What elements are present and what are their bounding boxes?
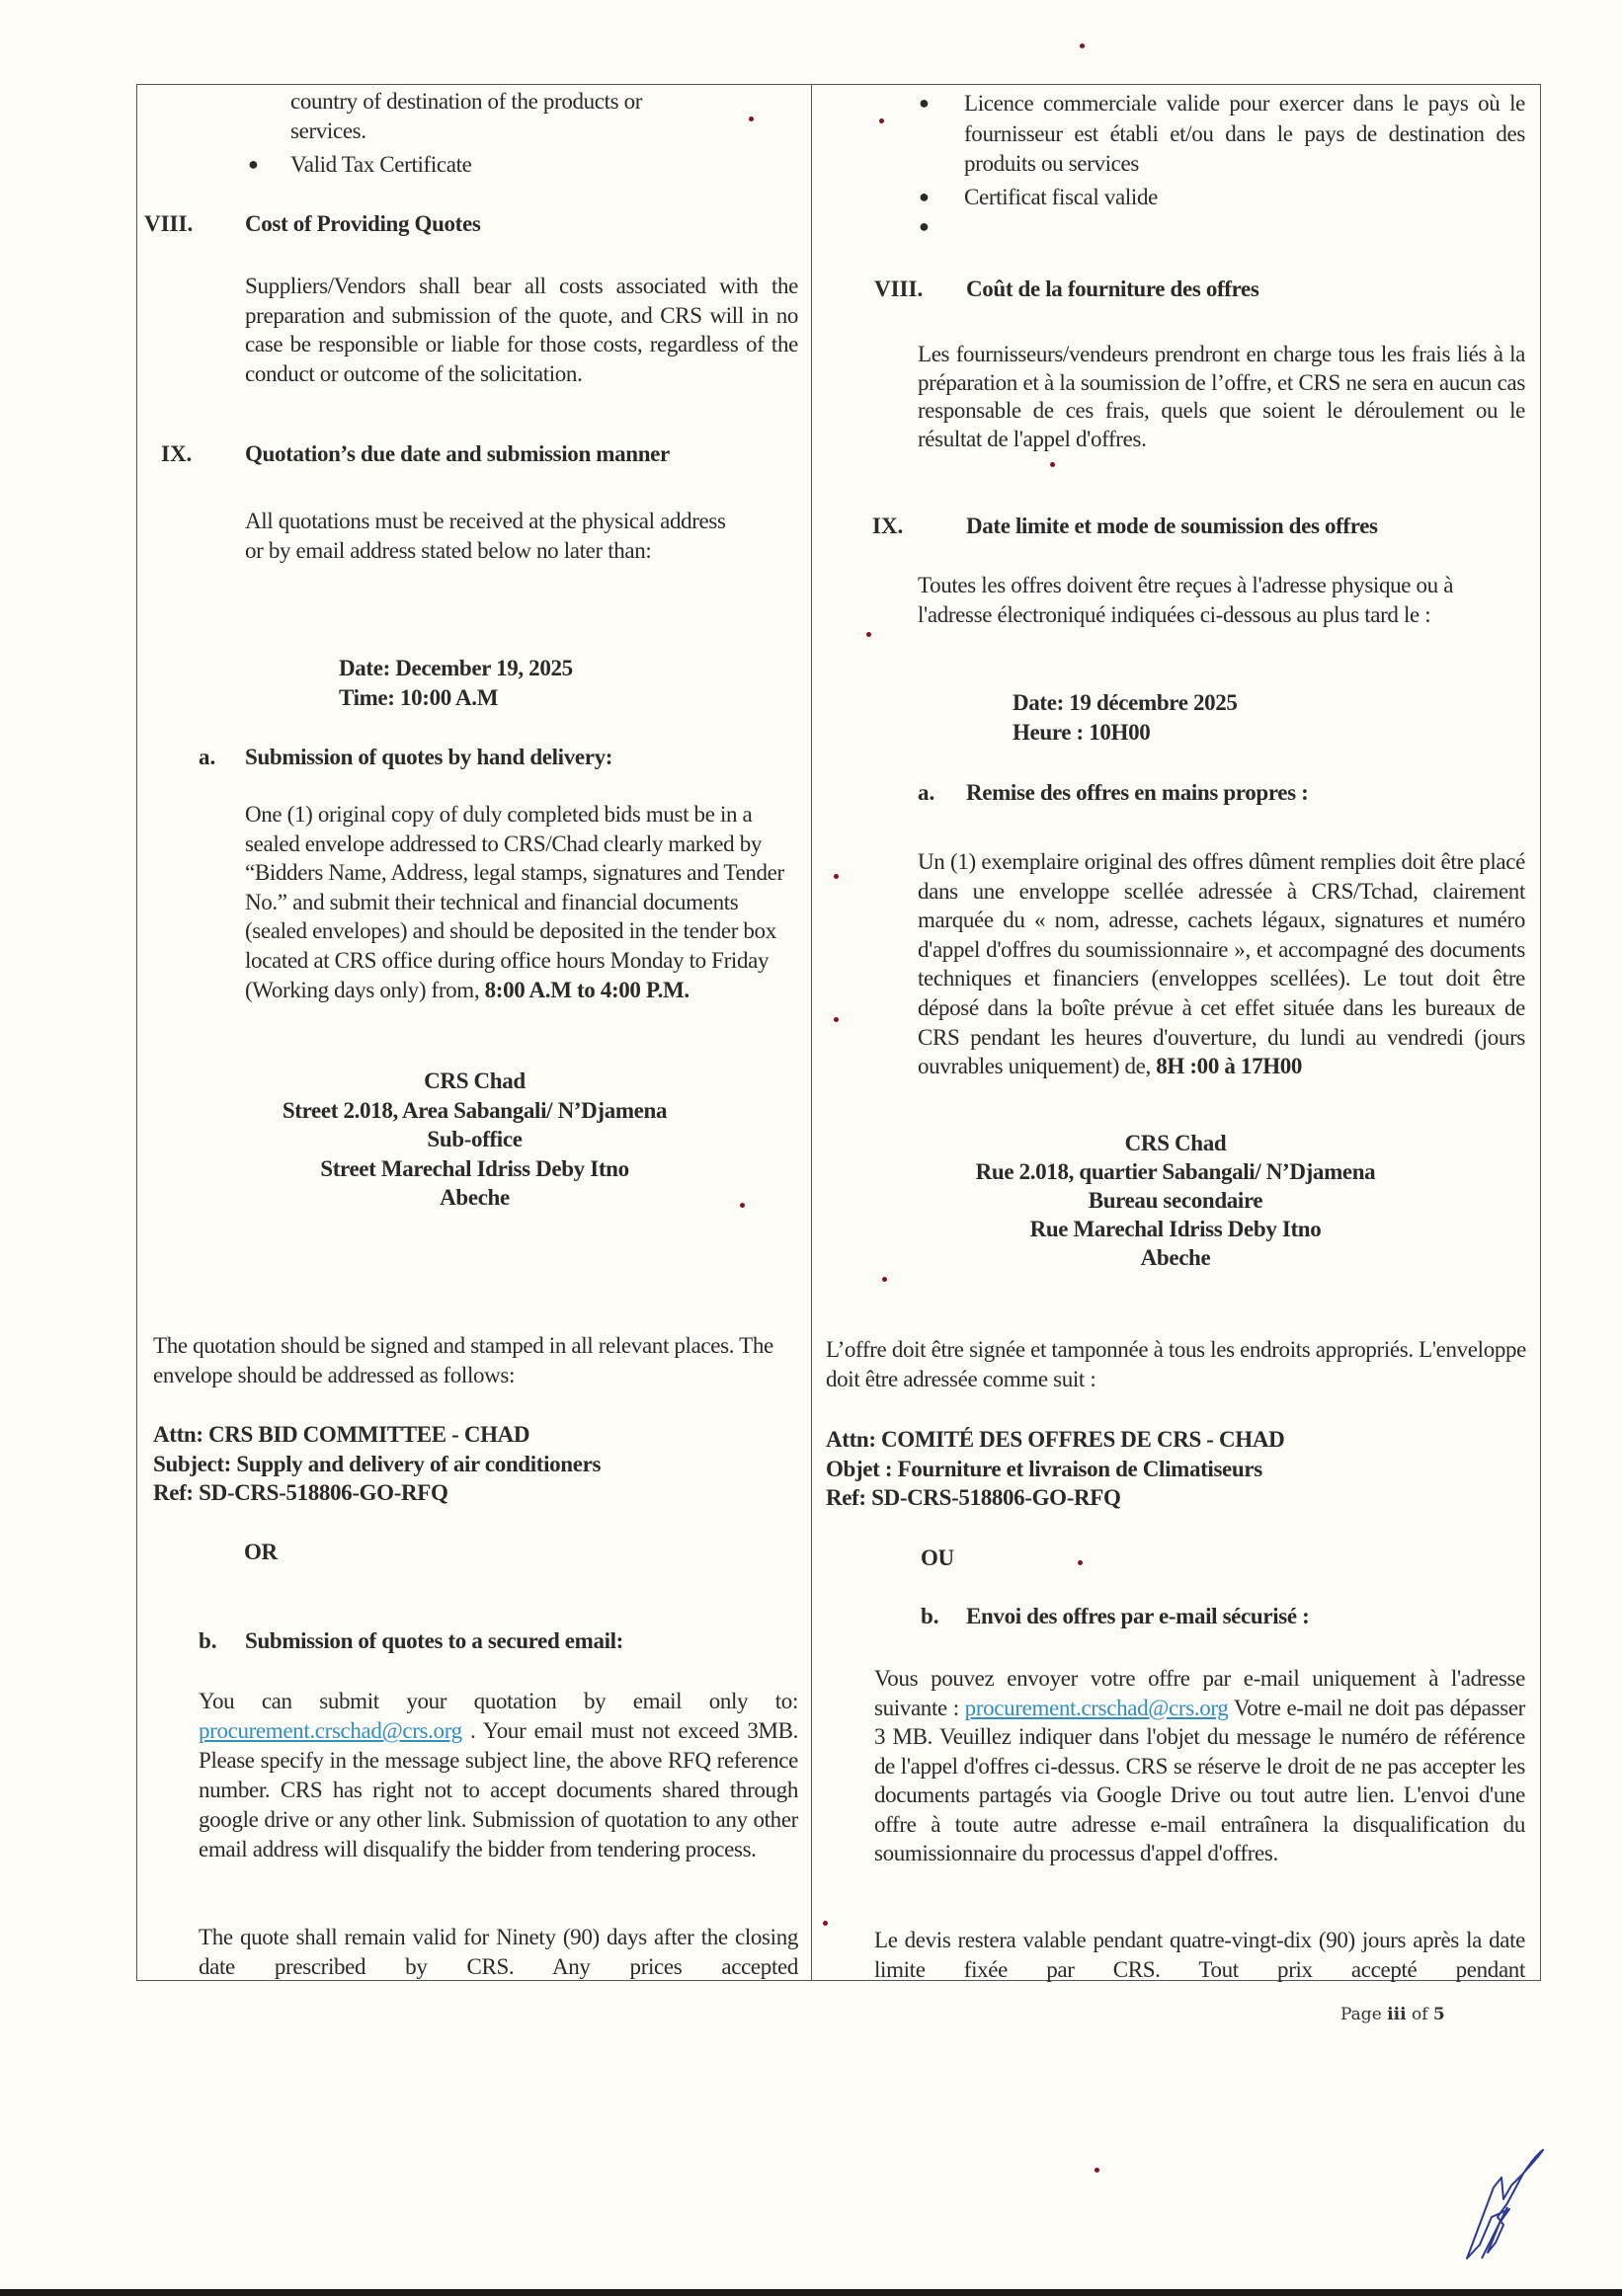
paragraph-text: Un (1) exemplaire original des offres dûment remplies doit être placé dans une enveloppe scellée adressée à CRS/Tchad, clairement marquée du « nom, adresse, cachets légaux, signatures et numéro d'appel d'offres du soumissionnaire », et accompagné des documents techniques et financiers (enveloppes scellées). Le tout doit être déposé dans la boîte prévue à cet effet située dans les bureaux de CRS pendant les heures d'ouverture, du lundi au vendredi (jours ouvrables uniquement) de, xyxy=(918,849,1525,1079)
ink-spot xyxy=(834,874,839,879)
page-total: 5 xyxy=(1432,2005,1445,2024)
paragraph: Toutes les offres doivent être reçues à l'adresse physique ou à l'adresse électroniqué indiquées ci-dessous au plus tard le : xyxy=(918,573,1454,627)
office-hours: 8:00 A.M to 4:00 P.M. xyxy=(484,977,689,1002)
paragraph: All quotations must be received at the physical address or by email address stated below no later than: xyxy=(245,509,726,563)
subsection-heading: Submission of quotes to a secured email: xyxy=(245,1628,623,1653)
address-line: CRS Chad xyxy=(424,1069,526,1093)
paragraph: Les fournisseurs/vendeurs prendront en charge tous les frais liés à la préparation et à la soumission de l’offre, et CRS ne sera en aucun cas responsable de ces frais, quels que soient le déroulement ou le résultat de l'appel d'offres. xyxy=(918,342,1525,451)
paragraph-text: You can submit your quotation by email only to: xyxy=(199,1689,798,1713)
paragraph xyxy=(245,800,798,1004)
page-of: of xyxy=(1411,2005,1428,2024)
ink-spot xyxy=(879,119,884,123)
bullet-icon: ● xyxy=(248,154,259,174)
scan-edge-band xyxy=(0,2289,1622,2296)
ink-spot xyxy=(1080,43,1085,48)
paragraph: Le devis restera valable pendant quatre-vingt-dix (90) jours après la date limite fixée par CRS. Tout prix accepté pendant xyxy=(874,1928,1525,1982)
ink-spot xyxy=(823,1921,828,1926)
paragraph xyxy=(874,1664,1525,1868)
bullet-tax: Certificat fiscal valide xyxy=(964,185,1158,209)
paragraph-text: . Your email must not exceed 3MB. Please specify in the message subject line, the above RFQ reference number. CRS has right not to accept documents shared through google drive or any other link. Submission of quotation to any other email address will disqualify the bidder from tendering process. xyxy=(199,1718,798,1861)
ink-spot xyxy=(740,1203,745,1208)
section-heading: Date limite et mode de soumission des offres xyxy=(966,514,1378,538)
page-prefix: Page xyxy=(1340,2005,1382,2024)
section-heading: Cost of Providing Quotes xyxy=(245,211,481,236)
ref-line: Ref: SD-CRS-518806-GO-RFQ xyxy=(826,1485,1121,1510)
subsection-letter: b. xyxy=(921,1604,939,1628)
text-line: services. xyxy=(290,118,366,143)
page-number xyxy=(1340,2005,1445,2024)
due-date: Date: December 19, 2025 xyxy=(339,656,573,680)
bullet-icon: ● xyxy=(919,216,930,236)
paragraph xyxy=(918,847,1525,1081)
bullet-icon: ● xyxy=(919,93,930,113)
intro-continuation xyxy=(290,87,745,145)
paragraph-text: One (1) original copy of duly completed bids must be in a sealed envelope addressed to CRS/Chad clearly marked by “Bidders Name, Address, legal stamps, signatures and Tender No.” and submit their technical and financial documents (sealed envelopes) and should be deposited in the tender box located at CRS office during office hours Monday to Friday (Working days only) from, xyxy=(245,802,784,1002)
office-hours: 8H :00 à 17H00 xyxy=(1156,1054,1303,1079)
or-label: OR xyxy=(244,1540,278,1564)
email-link[interactable]: procurement.crschad@crs.org xyxy=(964,1695,1229,1720)
address-line: Rue 2.018, quartier Sabangali/ N’Djamena xyxy=(975,1159,1376,1184)
subsection-letter: a. xyxy=(199,745,216,769)
address-line: Street Marechal Idriss Deby Itno xyxy=(320,1155,629,1181)
attn-line: Attn: COMITÉ DES OFFRES DE CRS - CHAD xyxy=(826,1427,1285,1452)
column-divider xyxy=(811,84,812,1981)
address-line: Abeche xyxy=(440,1185,510,1211)
section-heading: Coût de la fourniture des offres xyxy=(966,277,1259,301)
paragraph: Suppliers/Vendors shall bear all costs associated with the preparation and submission of the quote, and CRS will in no case be responsible or liable for those costs, regardless of the conduct or outcome of the solicitation. xyxy=(245,274,798,386)
bullet-licence: Licence commerciale valide pour exercer dans le pays où le fournisseur est établi et/ou dans le pays de destination des produits ou services xyxy=(964,91,1525,176)
ink-spot xyxy=(834,1017,839,1022)
section-heading: Quotation’s due date and submission manner xyxy=(245,441,670,466)
subject-line: Subject: Supply and delivery of air conditioners xyxy=(153,1452,602,1476)
due-time: Time: 10:00 A.M xyxy=(339,685,499,710)
bullet-icon: ● xyxy=(919,187,930,206)
page-current: iii xyxy=(1387,2005,1407,2024)
ref-line: Ref: SD-CRS-518806-GO-RFQ xyxy=(153,1480,448,1505)
subsection-heading: Envoi des offres par e-mail sécurisé : xyxy=(966,1604,1310,1628)
ink-spot xyxy=(1095,2168,1099,2173)
address-line: Bureau secondaire xyxy=(1088,1188,1263,1213)
subsection-letter: b. xyxy=(199,1628,217,1653)
address-line: Street 2.018, Area Sabangali/ N’Djamena xyxy=(282,1097,668,1123)
address-block xyxy=(245,1067,704,1213)
attn-line: Attn: CRS BID COMMITTEE - CHAD xyxy=(153,1422,530,1447)
paragraph-text: Vous pouvez envoyer votre offre par e-mail uniquement à l'adresse suivante : xyxy=(874,1666,1525,1720)
paragraph: The quote shall remain valid for Ninety (90) days after the closing date prescribed by CRS. Any prices accepted xyxy=(199,1925,798,1979)
address-block xyxy=(929,1129,1422,1272)
subsection-heading: Remise des offres en mains propres : xyxy=(966,780,1309,805)
ink-spot xyxy=(1078,1560,1083,1565)
section-number: VIII. xyxy=(144,211,194,236)
address-line: Sub-office xyxy=(427,1127,523,1152)
section-number: IX. xyxy=(161,441,193,466)
address-line: CRS Chad xyxy=(1124,1131,1227,1155)
ink-spot xyxy=(1050,462,1055,467)
section-number: VIII. xyxy=(874,277,924,301)
ink-spot xyxy=(882,1277,887,1282)
section-number: IX. xyxy=(872,514,904,538)
paragraph: The quotation should be signed and stamped in all relevant places. The envelope should be addressed as follows: xyxy=(153,1333,773,1387)
subsection-letter: a. xyxy=(918,780,935,805)
paragraph: L’offre doit être signée et tamponnée à tous les endroits appropriés. L'enveloppe doit être adressée comme suit : xyxy=(826,1337,1527,1391)
due-date: Date: 19 décembre 2025 xyxy=(1013,690,1238,715)
address-line: Rue Marechal Idriss Deby Itno xyxy=(1029,1217,1322,1241)
ink-spot xyxy=(866,632,871,637)
address-line: Abeche xyxy=(1140,1245,1211,1270)
due-time: Heure : 10H00 xyxy=(1013,720,1151,745)
paragraph-text: Votre e-mail ne doit pas dépasser 3 MB. Veuillez indiquer dans l'objet du message le numéro de référence de l'appel d'offres ci-dessus. CRS se réserve le droit de ne pas accepter les documents partagés via Google Drive ou tout autre lien. L'envoi d'une offre à toute autre adresse e-mail entraînera la disqualification du soumissionnaire du processus d'appel d'offres. xyxy=(874,1695,1525,1865)
handwritten-signature xyxy=(1452,2148,1561,2266)
ink-spot xyxy=(749,117,754,121)
or-label: OU xyxy=(921,1545,954,1570)
email-link[interactable]: procurement.crschad@crs.org xyxy=(199,1718,462,1743)
bullet-valid-tax: Valid Tax Certificate xyxy=(290,152,472,177)
text-line: country of destination of the products or xyxy=(290,89,643,114)
subsection-heading: Submission of quotes by hand delivery: xyxy=(245,745,613,769)
paragraph xyxy=(199,1687,798,1864)
subject-line: Objet : Fourniture et livraison de Climatiseurs xyxy=(826,1457,1262,1481)
